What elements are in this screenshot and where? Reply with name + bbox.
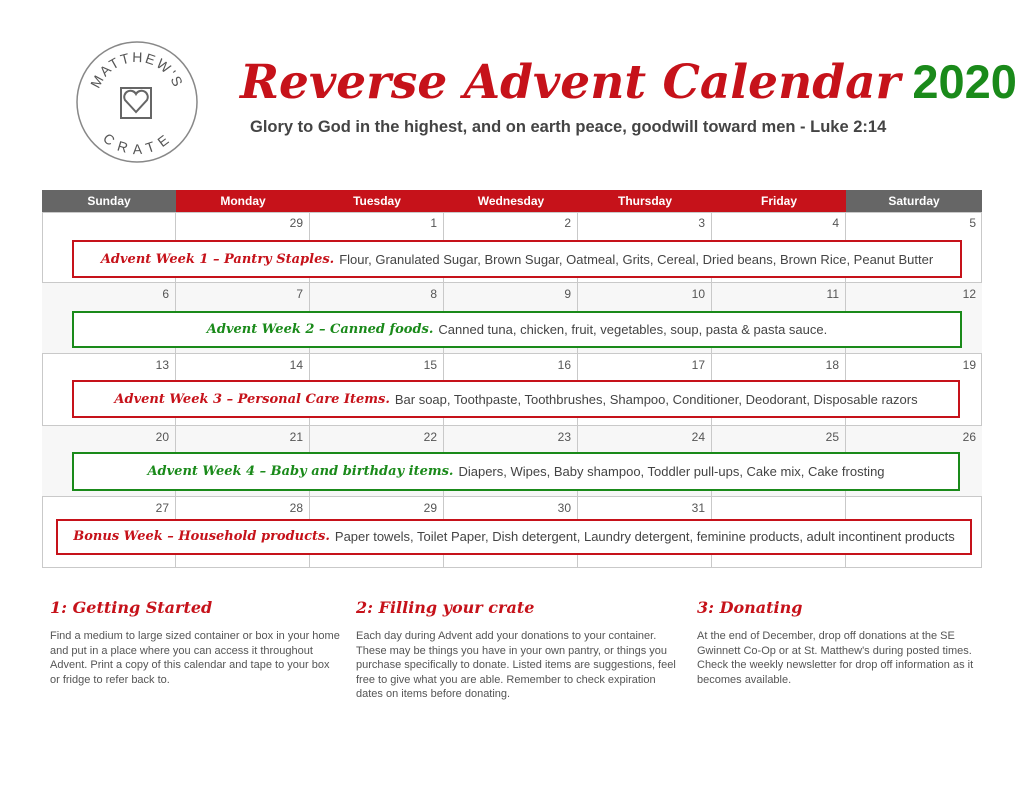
week-theme-box <box>72 452 960 491</box>
day-number: 11 <box>826 287 839 302</box>
day-number: 4 <box>832 216 839 230</box>
week-theme-items: Paper towels, Toilet Paper, Dish detergent, Laundry detergent, feminine products, adult incontinent products <box>334 529 955 545</box>
section-getting-started <box>50 598 340 687</box>
day-number: 12 <box>962 287 976 302</box>
day-number: 22 <box>423 429 437 444</box>
day-number: 20 <box>155 429 169 444</box>
week-theme-label: Advent Week 1 – Pantry Staples. <box>100 251 335 267</box>
logo-top-text: MATTHEW'S <box>87 48 187 91</box>
day-number: 29 <box>423 500 437 515</box>
day-header-monday: Monday <box>176 190 310 212</box>
day-number: 15 <box>423 358 437 373</box>
day-number: 14 <box>289 358 303 373</box>
section-body: Find a medium to large sized container or box in your home and put in a place where you can access it throughout Advent. Print a copy of this calendar and tape to your box or fridge to refer back to. <box>50 630 340 686</box>
day-header-thursday: Thursday <box>578 190 712 212</box>
day-number: 31 <box>691 500 705 515</box>
calendar <box>42 190 982 568</box>
day-number: 19 <box>962 358 976 373</box>
week-theme-box <box>56 519 972 555</box>
day-number: 24 <box>691 429 705 444</box>
logo <box>75 40 199 164</box>
svg-text:CRATE <box>100 130 174 157</box>
day-number: 5 <box>969 216 976 230</box>
day-number: 8 <box>430 287 437 302</box>
day-header-saturday: Saturday <box>846 190 982 212</box>
day-number: 23 <box>557 429 571 444</box>
day-number: 27 <box>155 500 169 515</box>
day-number: 7 <box>296 287 303 302</box>
logo-bottom-text: CRATE <box>100 129 174 158</box>
day-number: 9 <box>564 287 571 302</box>
day-number: 13 <box>155 358 169 373</box>
day-number: 10 <box>691 287 705 302</box>
day-number: 28 <box>289 500 303 515</box>
section-donating <box>697 598 987 687</box>
title-year: 2020 <box>912 55 1017 108</box>
week-theme-label: Advent Week 2 – Canned foods. <box>206 322 434 338</box>
day-number: 29 <box>289 216 303 230</box>
svg-text:MATTHEW'S <box>87 49 187 91</box>
day-number: 30 <box>557 500 571 515</box>
heart-in-square-icon <box>121 88 151 118</box>
day-header-sunday: Sunday <box>42 190 176 212</box>
day-number: 6 <box>162 287 169 302</box>
day-number: 16 <box>557 358 571 373</box>
week-theme-items: Bar soap, Toothpaste, Toothbrushes, Shampoo, Conditioner, Deodorant, Disposable razors <box>394 391 918 407</box>
week-theme-box <box>72 240 962 278</box>
week-theme-box <box>72 311 962 348</box>
day-number: 26 <box>962 429 976 444</box>
day-header-tuesday: Tuesday <box>310 190 444 212</box>
section-title: 3: Donating <box>697 598 803 617</box>
week-theme-items: Flour, Granulated Sugar, Brown Sugar, Oatmeal, Grits, Cereal, Dried beans, Brown Rice, Peanut Butter <box>339 251 934 267</box>
week-theme-label: Advent Week 4 – Baby and birthday items. <box>147 463 454 479</box>
subtitle-verse: Glory to God in the highest, and on earth peace, goodwill toward men - Luke 2:14 <box>250 118 887 136</box>
section-title: 2: Filling your crate <box>356 598 535 617</box>
section-body: At the end of December, drop off donations at the SE Gwinnett Co-Op or at St. Matthew's during posted times. Check the weekly newsletter for drop off information as it becomes available. <box>697 630 974 686</box>
week-theme-items: Diapers, Wipes, Baby shampoo, Toddler pull-ups, Cake mix, Cake frosting <box>458 463 885 479</box>
day-number: 17 <box>691 358 705 373</box>
day-number: 21 <box>289 429 303 444</box>
day-number: 1 <box>430 216 437 230</box>
section-body: Each day during Advent add your donations to your container. These may be things you have in your own pantry, or things you purchase specifically to donate. Listed items are suggestions, feel free to give what you are able. Remember to check expiration dates on items before donating. <box>356 630 676 700</box>
page-title <box>240 52 1017 112</box>
day-header-wednesday: Wednesday <box>444 190 578 212</box>
week-theme-box <box>72 380 960 418</box>
day-number: 3 <box>698 216 705 230</box>
title-text: Reverse Advent Calendar <box>240 55 901 110</box>
section-title: 1: Getting Started <box>50 598 213 617</box>
week-theme-label: Advent Week 3 – Personal Care Items. <box>114 391 390 407</box>
day-number: 18 <box>825 358 839 373</box>
week-theme-items: Canned tuna, chicken, fruit, vegetables, soup, pasta & pasta sauce. <box>438 322 828 338</box>
section-filling-crate <box>356 598 676 702</box>
day-header-friday: Friday <box>712 190 846 212</box>
day-number: 25 <box>825 429 839 444</box>
week-theme-label: Bonus Week – Household products. <box>73 529 330 545</box>
day-number: 2 <box>564 216 571 230</box>
